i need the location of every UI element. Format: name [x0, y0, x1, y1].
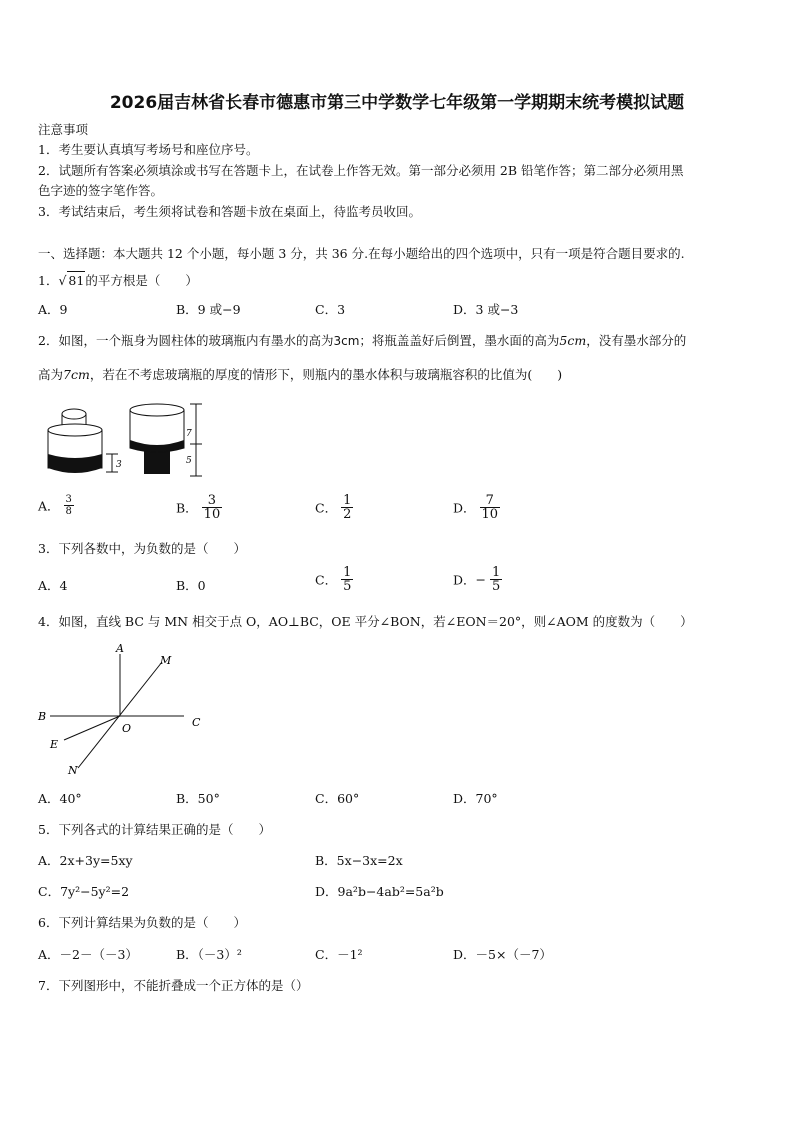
label-b: B: [38, 710, 47, 723]
label-n: N: [68, 764, 78, 777]
label-c: C: [192, 716, 201, 729]
q6-option-a: A．－2－（－3）: [38, 947, 138, 962]
label-7: 7: [186, 429, 192, 439]
q3-option-b: B．0: [176, 578, 206, 593]
q4-option-a: A．40°: [38, 791, 82, 806]
question-3-stem: 3．下列各数中，为负数的是（ ）: [38, 541, 246, 556]
q4-option-b: B．50°: [176, 791, 220, 806]
dimension-3: [106, 454, 122, 472]
question-5-stem: 5．下列各式的计算结果正确的是（ ）: [38, 822, 271, 837]
notice-item-1: 1．考生要认真填写考场号和座位序号。: [38, 142, 259, 157]
angle-figure: [34, 640, 214, 780]
dimension-7-5: [186, 404, 202, 476]
section-heading: 一、选择题：本大题共 12 个小题，每小题 3 分，共 36 分.在每小题给出的四个选项中，只有一项是符合题目要求的.: [38, 246, 685, 261]
page-title: 2026届吉林省长春市德惠市第三中学数学七年级第一学期期末统考模拟试题: [109, 93, 685, 113]
notice-item-3: 3．考试结束后，考生须将试卷和答题卡放在桌面上，待监考员收回。: [38, 204, 421, 219]
q1-option-d: D．3 或−3: [453, 302, 519, 317]
label-5: 5: [186, 456, 192, 466]
question-6-stem: 6．下列计算结果为负数的是（ ）: [38, 915, 246, 930]
q5-option-c: C．7y²−5y²=2: [38, 884, 130, 899]
q3-option-c: C． $\frac{1}{5}$: [315, 565, 352, 594]
q4-option-d: D．70°: [453, 791, 498, 806]
question-7-stem: 7．下列图形中，不能折叠成一个正方体的是（）: [38, 978, 309, 993]
question-2-line-1: 2．如图，一个瓶身为圆柱体的玻璃瓶内有墨水的高为3cm；将瓶盖盖好后倒置，墨水面的高为5cm，没有墨水部分的: [38, 333, 687, 348]
q2-option-b: B． $\frac{3}{10}$: [176, 493, 221, 522]
q1-option-b: B．9 或−9: [176, 302, 241, 317]
q1-option-a: A．9: [38, 302, 68, 317]
ray-oe: [64, 716, 120, 740]
q2-option-a: A． $\frac{3}{8}$: [38, 494, 72, 517]
q6-option-b: B．（－3）²: [176, 947, 242, 962]
q4-option-c: C．60°: [315, 791, 360, 806]
inverted-bottle: [130, 404, 184, 474]
label-e: E: [50, 738, 59, 751]
question-4-stem: 4．如图，直线 BC 与 MN 相交于点 O，AO⊥BC，OE 平分∠BON，若∠EON＝20°，则∠AOM 的度数为（ ）: [38, 614, 693, 629]
q5-option-a: A．2x+3y=5xy: [38, 853, 133, 868]
q5-option-b: B．5x−3x=2x: [315, 853, 403, 868]
label-m: M: [160, 654, 172, 667]
q3-option-d: D．− $\frac{1}{5}$: [453, 565, 501, 594]
notice-item-2-cont: 色字迹的签字笔作答。: [38, 183, 164, 198]
q5-option-d: D．9a²b−4ab²=5a²b: [315, 884, 444, 899]
label-o: O: [122, 722, 132, 735]
radicand: 81: [68, 273, 85, 288]
q6-option-d: D．－5×（－7）: [453, 947, 552, 962]
q2-option-c: C． $\frac{1}{2}$: [315, 493, 352, 522]
upright-bottle: [48, 409, 102, 473]
q1-option-c: C．3: [315, 302, 346, 317]
notice-heading: 注意事项: [38, 122, 89, 137]
question-1-stem: 1．√ 81的平方根是（ ）: [38, 273, 198, 288]
bottle-figure: [38, 400, 208, 486]
label-3: 3: [116, 460, 122, 470]
q6-option-c: C．－1²: [315, 947, 363, 962]
q2-option-d: D． $\frac{7}{10}$: [453, 493, 499, 522]
label-a: A: [116, 642, 124, 655]
notice-item-2: 2．试题所有答案必须填涂或书写在答题卡上，在试卷上作答无效。第一部分必须用 2B 铅笔作答；第二部分必须用黑: [38, 163, 684, 178]
q3-option-a: A．4: [38, 578, 68, 593]
question-2-line-2: 高为7cm，若在不考虑玻璃瓶的厚度的情形下，则瓶内的墨水体积与玻璃瓶容积的比值为( ): [38, 367, 563, 382]
